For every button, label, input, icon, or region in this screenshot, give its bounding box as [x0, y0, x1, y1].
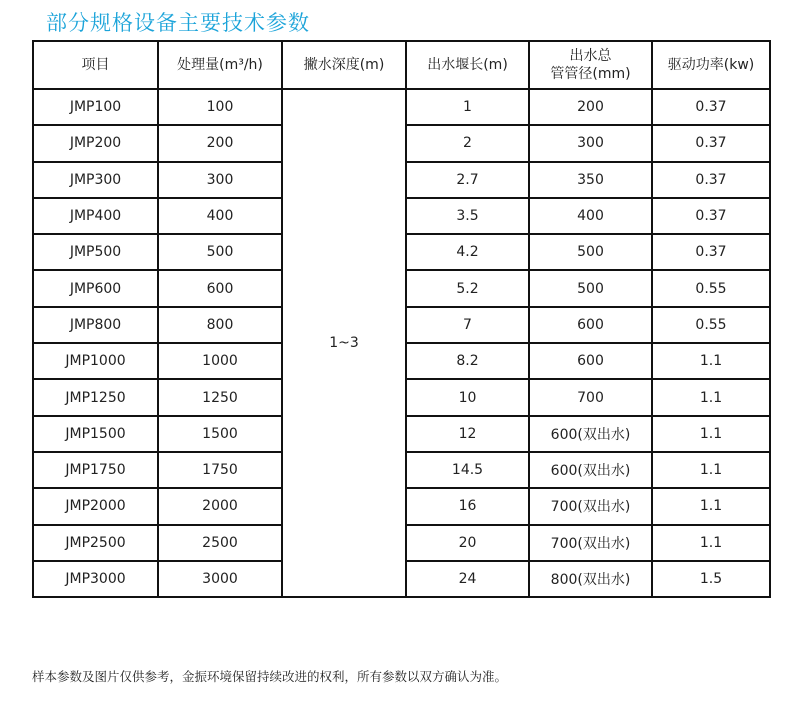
cell-pipe-diameter: 400: [529, 198, 652, 234]
cell-weir-length: 24: [406, 561, 529, 597]
cell-model: JMP100: [33, 89, 158, 125]
cell-pipe-diameter: 600(双出水): [529, 452, 652, 488]
cell-pipe-diameter: 200: [529, 89, 652, 125]
cell-pipe-diameter: 800(双出水): [529, 561, 652, 597]
header-depth: 撇水深度(m): [282, 41, 406, 89]
cell-weir-length: 5.2: [406, 270, 529, 306]
cell-weir-length: 8.2: [406, 343, 529, 379]
cell-pipe-diameter: 300: [529, 125, 652, 161]
cell-model: JMP200: [33, 125, 158, 161]
cell-power: 1.1: [652, 416, 770, 452]
cell-model: JMP1750: [33, 452, 158, 488]
cell-power: 0.37: [652, 198, 770, 234]
cell-pipe-diameter: 350: [529, 162, 652, 198]
cell-model: JMP1500: [33, 416, 158, 452]
cell-power: 0.37: [652, 234, 770, 270]
cell-weir-length: 2.7: [406, 162, 529, 198]
cell-pipe-diameter: 600: [529, 307, 652, 343]
cell-capacity: 500: [158, 234, 282, 270]
cell-model: JMP400: [33, 198, 158, 234]
cell-power: 1.1: [652, 452, 770, 488]
table-row: [33, 89, 770, 125]
cell-capacity: 1750: [158, 452, 282, 488]
cell-weir-length: 2: [406, 125, 529, 161]
header-capacity: 处理量(m³/h): [158, 41, 282, 89]
cell-weir-length: 1: [406, 89, 529, 125]
cell-model: JMP1000: [33, 343, 158, 379]
cell-power: 1.5: [652, 561, 770, 597]
cell-pipe-diameter: 700: [529, 379, 652, 415]
cell-capacity: 2500: [158, 525, 282, 561]
cell-capacity: 300: [158, 162, 282, 198]
cell-depth: 1~3: [282, 89, 406, 597]
cell-pipe-diameter: 700(双出水): [529, 488, 652, 524]
cell-power: 0.37: [652, 162, 770, 198]
table-header-row: [33, 41, 770, 89]
cell-capacity: 1500: [158, 416, 282, 452]
cell-capacity: 100: [158, 89, 282, 125]
cell-model: JMP300: [33, 162, 158, 198]
cell-capacity: 1250: [158, 379, 282, 415]
cell-power: 0.55: [652, 270, 770, 306]
page-title: 部分规格设备主要技术参数: [46, 11, 310, 35]
cell-model: JMP800: [33, 307, 158, 343]
cell-capacity: 800: [158, 307, 282, 343]
cell-capacity: 1000: [158, 343, 282, 379]
cell-power: 1.1: [652, 343, 770, 379]
cell-capacity: 3000: [158, 561, 282, 597]
disclaimer-note: 样本参数及图片仅供参考，金振环境保留持续改进的权利，所有参数以双方确认为准。: [32, 669, 508, 684]
cell-weir-length: 7: [406, 307, 529, 343]
cell-weir-length: 12: [406, 416, 529, 452]
cell-model: JMP1250: [33, 379, 158, 415]
cell-weir-length: 14.5: [406, 452, 529, 488]
cell-power: 0.55: [652, 307, 770, 343]
cell-pipe-diameter: 600: [529, 343, 652, 379]
spec-table: [32, 40, 771, 598]
cell-power: 1.1: [652, 525, 770, 561]
cell-capacity: 400: [158, 198, 282, 234]
cell-model: JMP2500: [33, 525, 158, 561]
cell-weir-length: 3.5: [406, 198, 529, 234]
cell-pipe-diameter: 600(双出水): [529, 416, 652, 452]
cell-power: 0.37: [652, 89, 770, 125]
cell-model: JMP500: [33, 234, 158, 270]
cell-weir-length: 20: [406, 525, 529, 561]
cell-weir-length: 10: [406, 379, 529, 415]
cell-pipe-diameter: 500: [529, 270, 652, 306]
cell-power: 1.1: [652, 379, 770, 415]
header-pipe-diameter: 出水总 管管径(mm): [529, 41, 652, 89]
cell-weir-length: 4.2: [406, 234, 529, 270]
cell-weir-length: 16: [406, 488, 529, 524]
cell-model: JMP2000: [33, 488, 158, 524]
cell-model: JMP600: [33, 270, 158, 306]
header-power: 驱动功率(kw): [652, 41, 770, 89]
cell-pipe-diameter: 700(双出水): [529, 525, 652, 561]
cell-power: 1.1: [652, 488, 770, 524]
cell-pipe-diameter: 500: [529, 234, 652, 270]
cell-model: JMP3000: [33, 561, 158, 597]
cell-power: 0.37: [652, 125, 770, 161]
cell-capacity: 2000: [158, 488, 282, 524]
header-weir-length: 出水堰长(m): [406, 41, 529, 89]
header-item: 项目: [33, 41, 158, 89]
cell-capacity: 200: [158, 125, 282, 161]
cell-capacity: 600: [158, 270, 282, 306]
